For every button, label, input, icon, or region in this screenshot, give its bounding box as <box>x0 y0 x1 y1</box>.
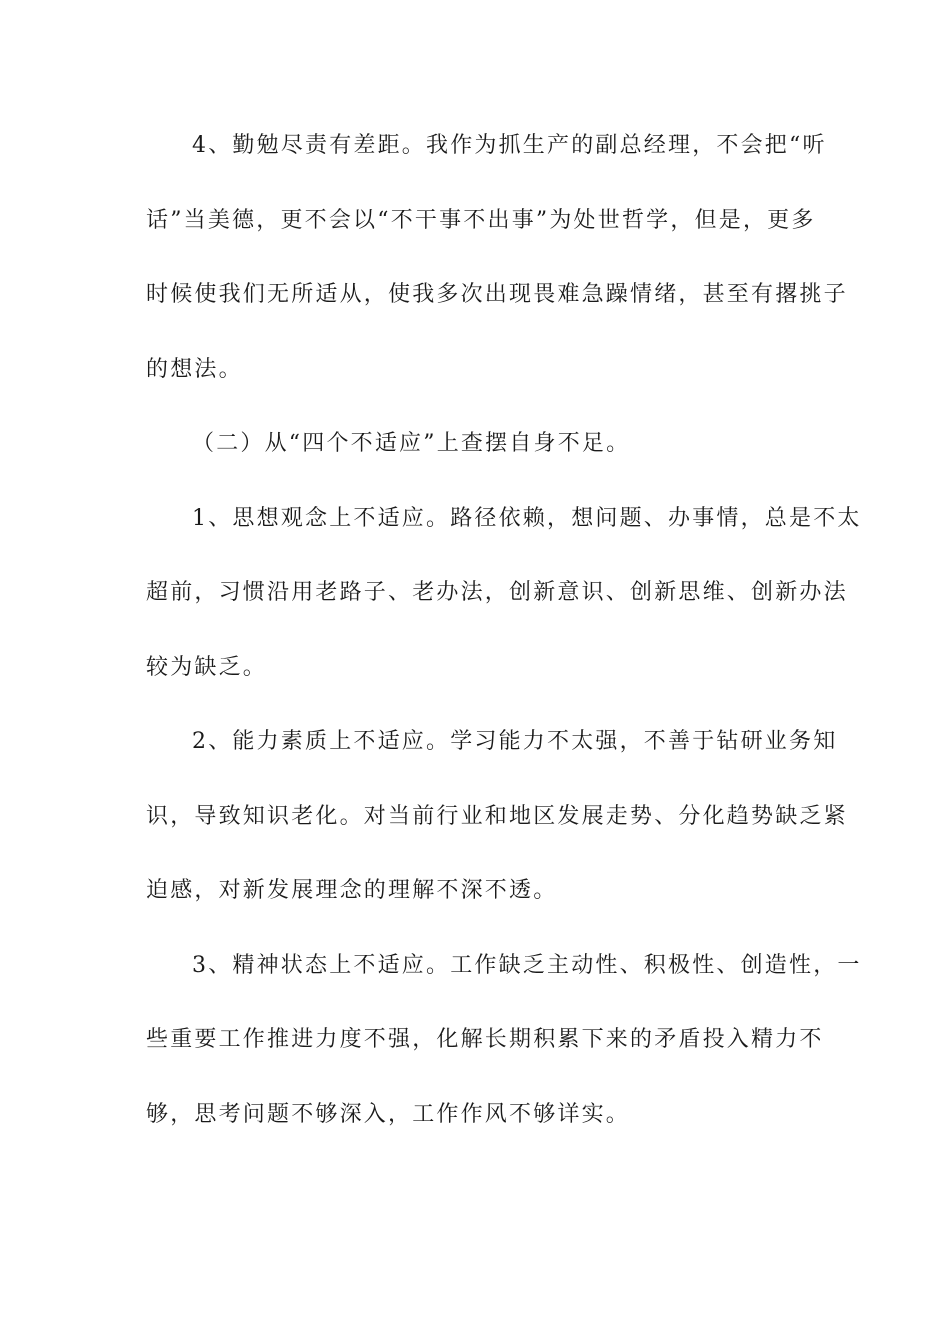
text-line: 识，导致知识老化。对当前行业和地区发展走势、分化趋势缺乏紧 <box>146 803 848 829</box>
text-line: 话”当美德，更不会以“不干事不出事”为处世哲学，但是，更多 <box>146 207 816 233</box>
paragraph-mental-state <box>146 948 862 1172</box>
body-text <box>146 128 862 1171</box>
text-line: 2、能力素质上不适应。学习能力不太强，不善于钻研业务知 <box>192 729 838 754</box>
text-line: 时候使我们无所适从，使我多次出现畏难急躁情绪，甚至有撂挑子 <box>146 282 848 307</box>
section-heading: （二）从“四个不适应”上查摆自身不足。 <box>192 431 631 456</box>
text-line: 迫感，对新发展理念的理解不深不透。 <box>146 878 558 903</box>
text-line: 3、精神状态上不适应。工作缺乏主动性、积极性、创造性，一 <box>192 952 862 978</box>
text-line: 些重要工作推进力度不强，化解长期积累下来的矛盾投入精力不 <box>146 1027 824 1052</box>
section-heading-four-misfits <box>146 426 806 501</box>
text-line: 1、思想观念上不适应。路径依赖，想问题、办事情，总是不太 <box>192 505 862 531</box>
paragraph-thinking-concepts <box>146 501 862 725</box>
text-line: 较为缺乏。 <box>146 654 268 680</box>
text-line: 够，思考问题不够深入，工作作风不够详实。 <box>146 1101 631 1127</box>
text-line: 的想法。 <box>146 356 243 382</box>
paragraph-ability-quality <box>146 724 848 948</box>
text-line: 4、勤勉尽责有差距。我作为抓生产的副总经理，不会把“听 <box>192 133 827 158</box>
text-line: 超前，习惯沿用老路子、老办法，创新意识、创新思维、创新办法 <box>146 580 848 605</box>
paragraph-diligence-gap <box>146 128 848 426</box>
